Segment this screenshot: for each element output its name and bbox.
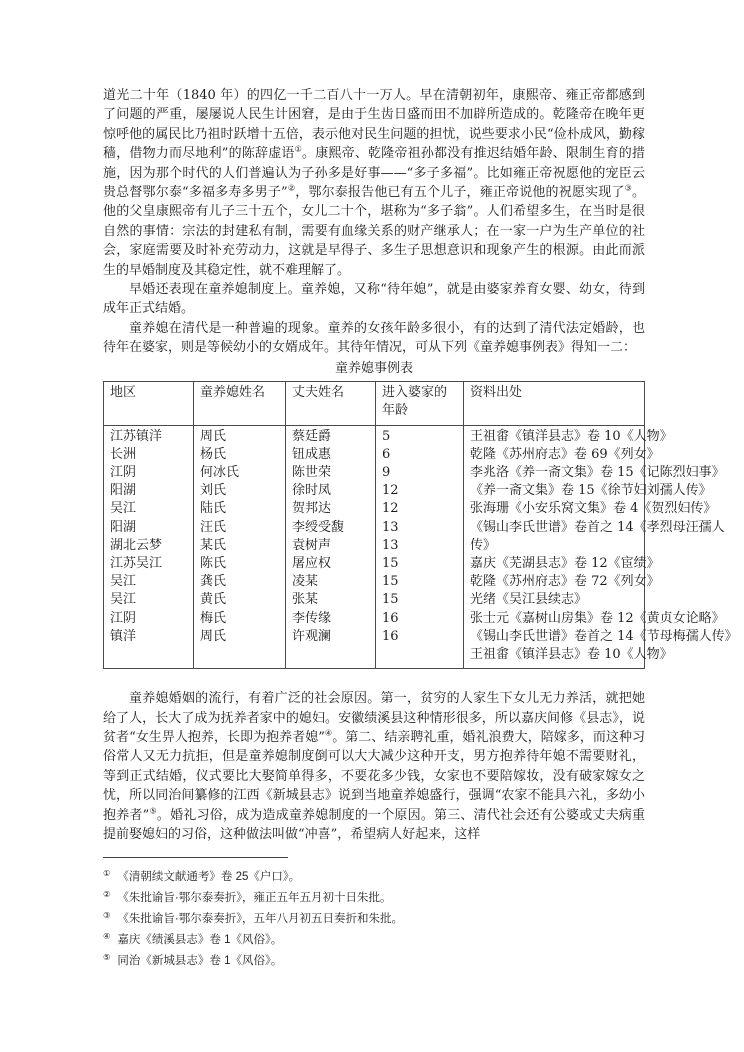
column-header-source: 资料出处 [464, 382, 645, 425]
table-cell-line: 刘氏 [200, 483, 227, 499]
paragraph-social-causes: 童养媳婚姻的流行，有着广泛的社会原因。第一，贫穷的人家生下女儿无力养活，就把她给了人，长大了成为抚养者家中的媳妇。安徽绩溪县这种情形很多，所以嘉庆间修《县志》，说贫者“女生畀人抱养，长即为抱养者媳”④。第二、结亲聘礼重，婚礼浪费大，陪嫁多，而这种习俗常人又无力抗拒，但是童养媳制度倒可以大大减少这种开支，男方抱养待年媳不需要财礼，等到正式结婚，仪式要比大娶简单得多，不要花多少钱，女家也不要陪嫁妆，没有破家嫁女之忧，所以同治间纂修的江西《新城县志》说到当地童养媳盛行，强调“农家不能具六礼，多幼小抱养者”⑤。婚礼习俗，成为造成童养媳制度的一个原因。第三、清代社会还有公婆或丈夫病重提前娶媳妇的习俗，这种做法叫做“冲喜”，希望病人好起来，这样 [103, 691, 645, 842]
footnote-text: 《朱批谕旨·鄂尔泰奏折》，雍正五年五月初十日朱批。 [117, 892, 392, 905]
table-cell-line: 周氏 [200, 628, 227, 644]
table-cell-line: 江阴 [110, 464, 137, 480]
table-cell-line: 周氏 [200, 428, 227, 444]
column-header-region: 地区 [104, 382, 194, 425]
table-header-row [104, 382, 645, 425]
table-cell-line: 李传缘 [292, 610, 332, 626]
table-cell-line: 钮成惠 [292, 446, 332, 462]
footnote-ref: ④ [324, 728, 333, 738]
table-cell-line: 乾隆《苏州府志》卷 72《列女》 [470, 574, 660, 590]
table-cell-line: 《锡山李氏世谱》卷首之 14《孝烈母汪孺人 [470, 519, 725, 535]
footnote-ref: ③ [624, 183, 632, 193]
footnote-text: 同治《新城县志》卷 1《风俗》。 [117, 955, 283, 968]
table-cell-line: 杨氏 [200, 446, 227, 462]
cell-age-list [376, 425, 464, 669]
footnote-item: ⑤ 同治《新城县志》卷 1《风俗》。 [103, 952, 283, 968]
table-cell-line: 13 [382, 519, 399, 535]
table-cell-line: 许观澜 [292, 628, 332, 644]
table-cell-line: 16 [382, 610, 399, 626]
footnote-item: ④ 嘉庆《绩溪县志》卷 1《风俗》。 [103, 931, 283, 947]
table-cell-line: 何冰氏 [200, 464, 240, 480]
table-cell-line: 陈氏 [200, 555, 227, 571]
table-cell-line: 15 [382, 555, 399, 571]
table-cell-line: 吴江 [110, 574, 137, 590]
table-cell-line: 梅氏 [200, 610, 227, 626]
footnote-text: 嘉庆《绩溪县志》卷 1《风俗》。 [117, 934, 283, 947]
table-cell-line: 龚氏 [200, 574, 227, 590]
footnote-item: ③ 《朱批谕旨·鄂尔泰奏折》，五年八月初五日奏折和朱批。 [103, 910, 403, 926]
table-cell-line: 12 [382, 501, 399, 517]
footnotes [103, 867, 645, 972]
table-cell-line: 汪氏 [200, 519, 227, 535]
table-cell-line: 9 [382, 464, 391, 480]
table-cell-line: 袁树声 [292, 537, 332, 553]
footnote-ref: ① [294, 144, 303, 154]
paragraph-tongyangxi-common: 童养媳在清代是一种普遍的现象。童养的女孩年龄多很小，有的达到了清代法定婚龄，也待年在婆家，则是等候幼小的女婿成年。其待年情况，可从下列《童养媳事例表》得知一二： [103, 320, 645, 356]
table-cell-line: 徐时凤 [292, 483, 332, 499]
column-header-husband-name: 丈夫姓名 [286, 382, 376, 425]
table-cell-line: 5 [382, 428, 391, 444]
table-cell-line: 蔡廷爵 [292, 428, 332, 444]
table-cell-line: 传》 [470, 537, 497, 553]
table-cell-line: 乾隆《苏州府志》卷 69《列女》 [470, 446, 660, 462]
footnote-item: ② 《朱批谕旨·鄂尔泰奏折》，雍正五年五月初十日朱批。 [103, 889, 392, 905]
table-body-row [104, 425, 645, 669]
table-cell-line: 张士元《嘉树山房集》卷 12《黄贞女论略》 [470, 610, 725, 626]
table-cell-line: 张某 [292, 592, 319, 608]
table-cell-line: 阳湖 [110, 519, 137, 535]
table-cell-line: 15 [382, 574, 399, 590]
table-cell-line: 黄氏 [200, 592, 227, 608]
table-caption: 童养媳事例表 [334, 360, 413, 376]
paragraph-population-pressure: 道光二十年（1840 年）的四亿一千二百八十一万人。早在清朝初年，康熙帝、雍正帝都感到了问题的严重，屡屡说人民生计困窘，是由于生齿日盛而田不加辟所造成的。乾隆帝在晚年更惊呼他的属民比乃祖时跃增十五倍，表示他对民生问题的担忧，说些要求小民“俭朴成风，勤稼穑，借物力而尽地利”的陈辞虚语①。康熙帝、乾隆帝祖孙都没有推迟结婚年龄、限制生育的措施，因为那个时代的人们普遍认为子孙多是好事——“多子多福”。比如雍正帝祝愿他的宠臣云贵总督鄂尔泰“多福多寿多男子”②，鄂尔泰报告他已有五个儿子，雍正帝说他的祝愿实现了③。他的父皇康熙帝有儿子三十五个，女儿二十个，堪称为“多子翁”。人们希望多生，在当时是很自然的事情：宗法的封建私有制，需要有血缘关系的财产继承人；在一家一户为生产单位的社会，家庭需要及时补充劳动力，这就是早得子、多生子思想意识和现象产生的根源。由此而派生的早婚制度及其稳定性，就不难理解了。 [103, 88, 645, 278]
table-cell-line: 李绶受馥 [292, 519, 345, 535]
cell-region-list [104, 425, 194, 669]
table-cell-line: 镇洋 [110, 628, 137, 644]
table-cell-line: 光绪《吴江县续志》 [470, 592, 588, 608]
tongyangxi-example-table [103, 381, 738, 669]
table-cell-line: 江苏吴江 [110, 555, 163, 571]
table-cell-line: 王祖畬《镇洋县志》卷 10《人物》 [470, 428, 673, 444]
table-cell-line: 江阴 [110, 610, 137, 626]
table-cell-line: 吴江 [110, 501, 137, 517]
footnote-item: ① 《清朝续文献通考》卷 25《户口》。 [103, 868, 301, 884]
table-cell-line: 吴江 [110, 592, 137, 608]
footnote-ref: ⑤ [149, 806, 157, 816]
table-cell-line: 屠应权 [292, 555, 332, 571]
footnote-text: 《朱批谕旨·鄂尔泰奏折》，五年八月初五日奏折和朱批。 [117, 913, 403, 926]
cell-bride-list [194, 425, 286, 669]
column-header-entry-age: 进入婆家的年龄 [376, 382, 464, 425]
paragraph-early-marriage: 早婚还表现在童养媳制度上。童养媳，又称“待年媳”，就是由婆家养育女婴、幼女，待到成年正式结婚。 [103, 282, 645, 317]
table-cell-line: 贺邦达 [292, 501, 332, 517]
footnote-text: 《清朝续文献通考》卷 25《户口》。 [117, 871, 301, 884]
table-cell-line: 嘉庆《芜湖县志》卷 12《宦绩》 [470, 555, 660, 571]
table-cell-line: 16 [382, 628, 399, 644]
table-cell-line: 王祖畬《镇洋县志》卷 10《人物》 [470, 646, 673, 662]
table-cell-line: 陆氏 [200, 501, 227, 517]
table-cell-line: 6 [382, 446, 391, 462]
table-cell-line: 《养一斋文集》卷 15《徐节妇刘孺人传》 [470, 483, 712, 499]
table-cell-line: 《锡山李氏世谱》卷首之 14《节母梅孺人传》 [470, 628, 738, 644]
table-cell-line: 15 [382, 592, 399, 608]
table-cell-line: 12 [382, 483, 399, 499]
table-cell-line: 张海珊《小安乐窝文集》卷 4《贺烈妇传》 [470, 501, 717, 517]
footnote-separator [103, 857, 288, 858]
table-cell-line: 江苏镇洋 [110, 428, 163, 444]
table-cell-line: 湖北云梦 [110, 537, 163, 553]
column-header-bride-surname: 童养媳姓名 [194, 382, 286, 425]
table-cell-line: 李兆洛《养一斋文集》卷 15《记陈烈妇事》 [470, 464, 725, 480]
footnote-ref: ② [287, 183, 296, 193]
table-cell-line: 长洲 [110, 446, 137, 462]
table-cell-line: 凌某 [292, 574, 319, 590]
cell-husband-list [286, 425, 376, 669]
cell-source-list [464, 425, 738, 669]
table-cell-line: 13 [382, 537, 399, 553]
table-cell-line: 某氏 [200, 537, 227, 553]
table-cell-line: 阳湖 [110, 483, 137, 499]
table-cell-line: 陈世荣 [292, 464, 332, 480]
